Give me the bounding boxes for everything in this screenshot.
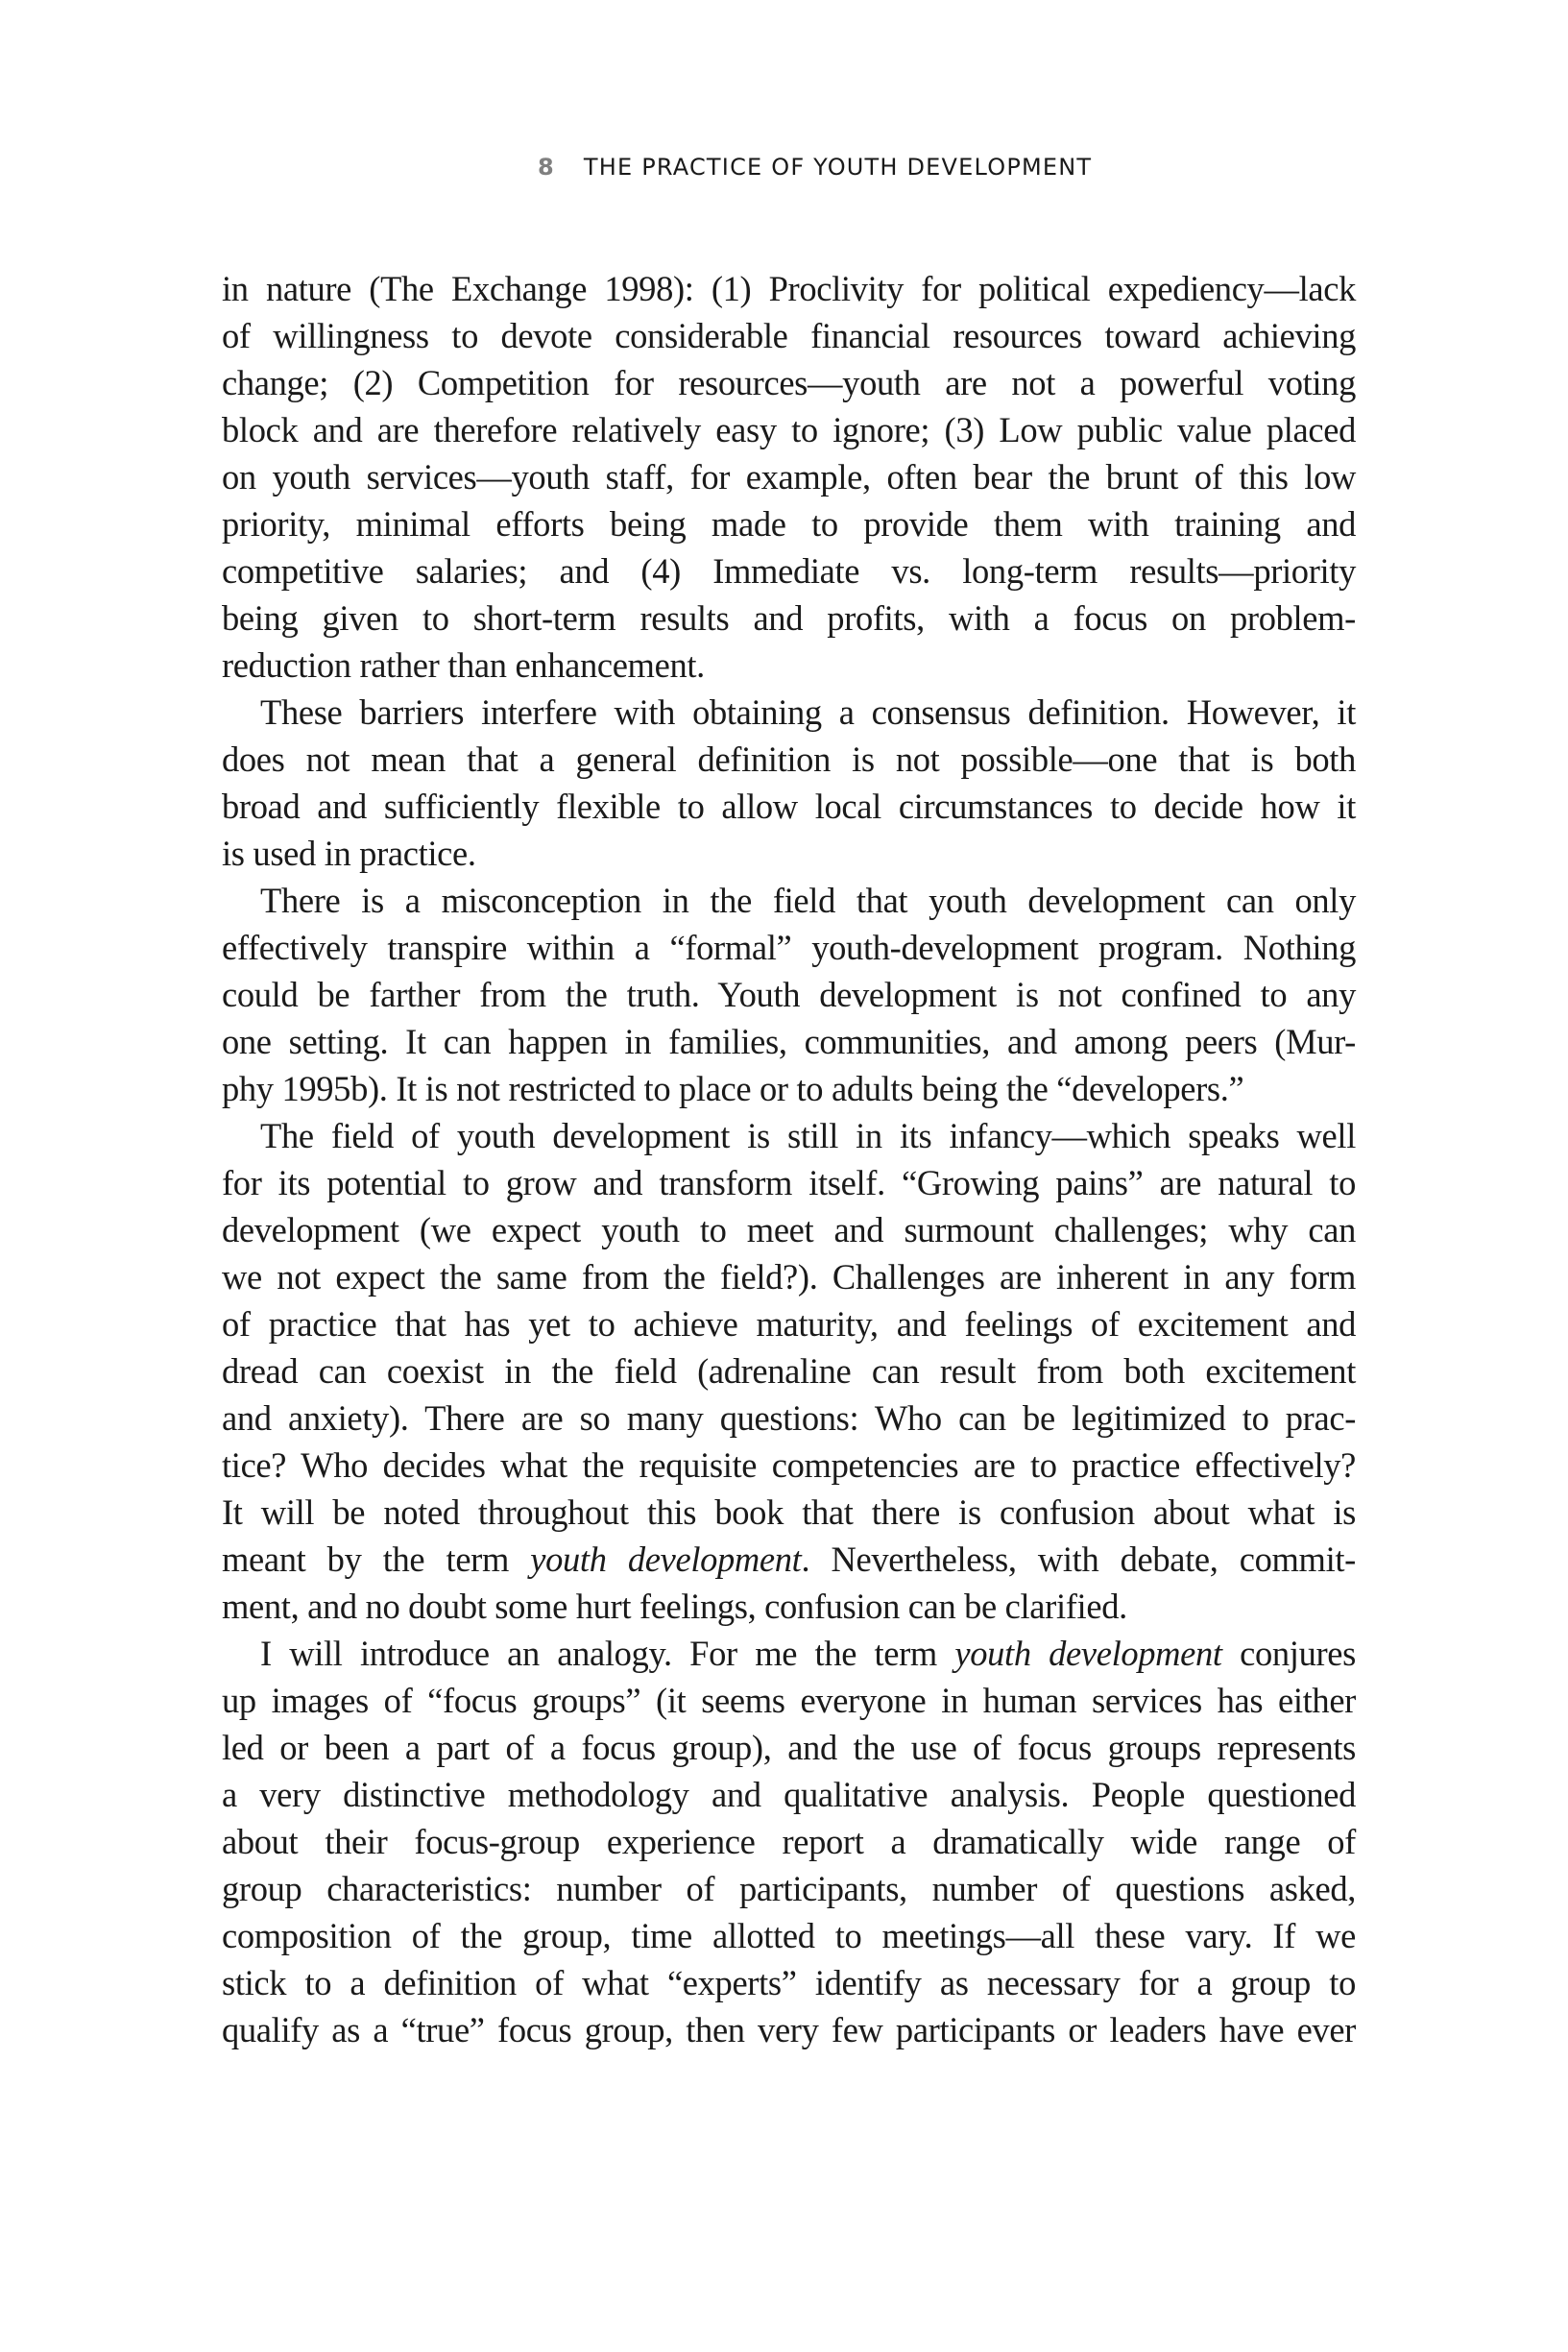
text-line: development (we expect youth to meet and surmount challenges; why can — [222, 1210, 1356, 1249]
text-run: meant by the term — [222, 1540, 531, 1579]
text-line: of practice that has yet to achieve maturity, and feelings of excitement and — [222, 1304, 1356, 1344]
text-line: could be farther from the truth. Youth development is not confined to any — [222, 975, 1356, 1014]
text-line: These barriers interfere with obtaining a consensus definition. However, it — [260, 692, 1356, 732]
text-line: group characteristics: number of participants, number of questions asked, — [222, 1869, 1356, 1908]
text-line: led or been a part of a focus group), and the use of focus groups represents — [222, 1728, 1356, 1767]
paragraph — [222, 1630, 1356, 2053]
text-line: and anxiety). There are so many questions: Who can be legitimized to prac- — [222, 1398, 1356, 1438]
text-run: . Nevertheless, with debate, commit- — [801, 1540, 1356, 1579]
page-number: 8 — [538, 154, 555, 181]
text-line: being given to short-term results and profits, with a focus on problem- — [222, 598, 1356, 638]
paragraph — [222, 1112, 1356, 1630]
text-line — [222, 1536, 1356, 1583]
italic-term: youth development — [954, 1634, 1222, 1673]
text-line: priority, minimal efforts being made to provide them with training and — [222, 504, 1356, 544]
text-line: on youth services—youth staff, for example, often bear the brunt of this low — [222, 457, 1356, 497]
text-line: dread can coexist in the field (adrenaline can result from both excitement — [222, 1351, 1356, 1391]
text-line: we not expect the same from the field?). Challenges are inherent in any form — [222, 1257, 1356, 1297]
paragraph — [222, 877, 1356, 1112]
text-line: in nature (The Exchange 1998): (1) Proclivity for political expediency—lack — [222, 269, 1356, 308]
text-line: for its potential to grow and transform itself. “Growing pains” are natural to — [222, 1163, 1356, 1202]
text-line: stick to a definition of what “experts” identify as necessary for a group to — [222, 1963, 1356, 2002]
text-line: a very distinctive methodology and qualitative analysis. People questioned — [222, 1775, 1356, 1814]
italic-term: youth development — [530, 1540, 802, 1579]
text-line: composition of the group, time allotted to meetings—all these vary. If we — [222, 1916, 1356, 1955]
text-line: up images of “focus groups” (it seems everyone in human services has either — [222, 1681, 1356, 1720]
text-run: I will introduce an analogy. For me the term — [260, 1634, 955, 1673]
text-line: tice? Who decides what the requisite competencies are to practice effectively? — [222, 1445, 1356, 1485]
text-line: reduction rather than enhancement. — [222, 645, 705, 685]
text-line: of willingness to devote considerable financial resources toward achieving — [222, 316, 1356, 355]
paragraph — [222, 265, 1356, 689]
text-line: There is a misconception in the field that youth development can only — [260, 881, 1356, 920]
text-line: block and are therefore relatively easy to ignore; (3) Low public value placed — [222, 410, 1356, 449]
text-line — [222, 1630, 1356, 1677]
paragraph — [222, 689, 1356, 877]
text-line: competitive salaries; and (4) Immediate vs. long-term results—priority — [222, 551, 1356, 591]
text-line: qualify as a “true” focus group, then very few participants or leaders have ever — [222, 2010, 1356, 2049]
text-run: conjures — [1221, 1634, 1356, 1673]
text-line: effectively transpire within a “formal” youth-development program. Nothing — [222, 928, 1356, 967]
text-line: does not mean that a general definition is not possible—one that is both — [222, 740, 1356, 779]
text-line: about their focus-group experience report a dramatically wide range of — [222, 1822, 1356, 1861]
running-head — [538, 154, 1092, 192]
body-text — [222, 265, 1356, 2053]
text-line: one setting. It can happen in families, communities, and among peers (Mur- — [222, 1022, 1356, 1061]
text-line: change; (2) Competition for resources—youth are not a powerful voting — [222, 363, 1356, 402]
text-line: broad and sufficiently flexible to allow local circumstances to decide how it — [222, 787, 1356, 826]
text-line: The field of youth development is still in its infancy—which speaks well — [260, 1116, 1356, 1155]
text-line: phy 1995b). It is not restricted to place or to adults being the “developers.” — [222, 1069, 1244, 1108]
text-line: ment, and no doubt some hurt feelings, confusion can be clarified. — [222, 1587, 1127, 1626]
running-title: THE PRACTICE OF YOUTH DEVELOPMENT — [583, 154, 1093, 181]
text-line: It will be noted throughout this book that there is confusion about what is — [222, 1492, 1356, 1532]
text-line: is used in practice. — [222, 834, 476, 873]
